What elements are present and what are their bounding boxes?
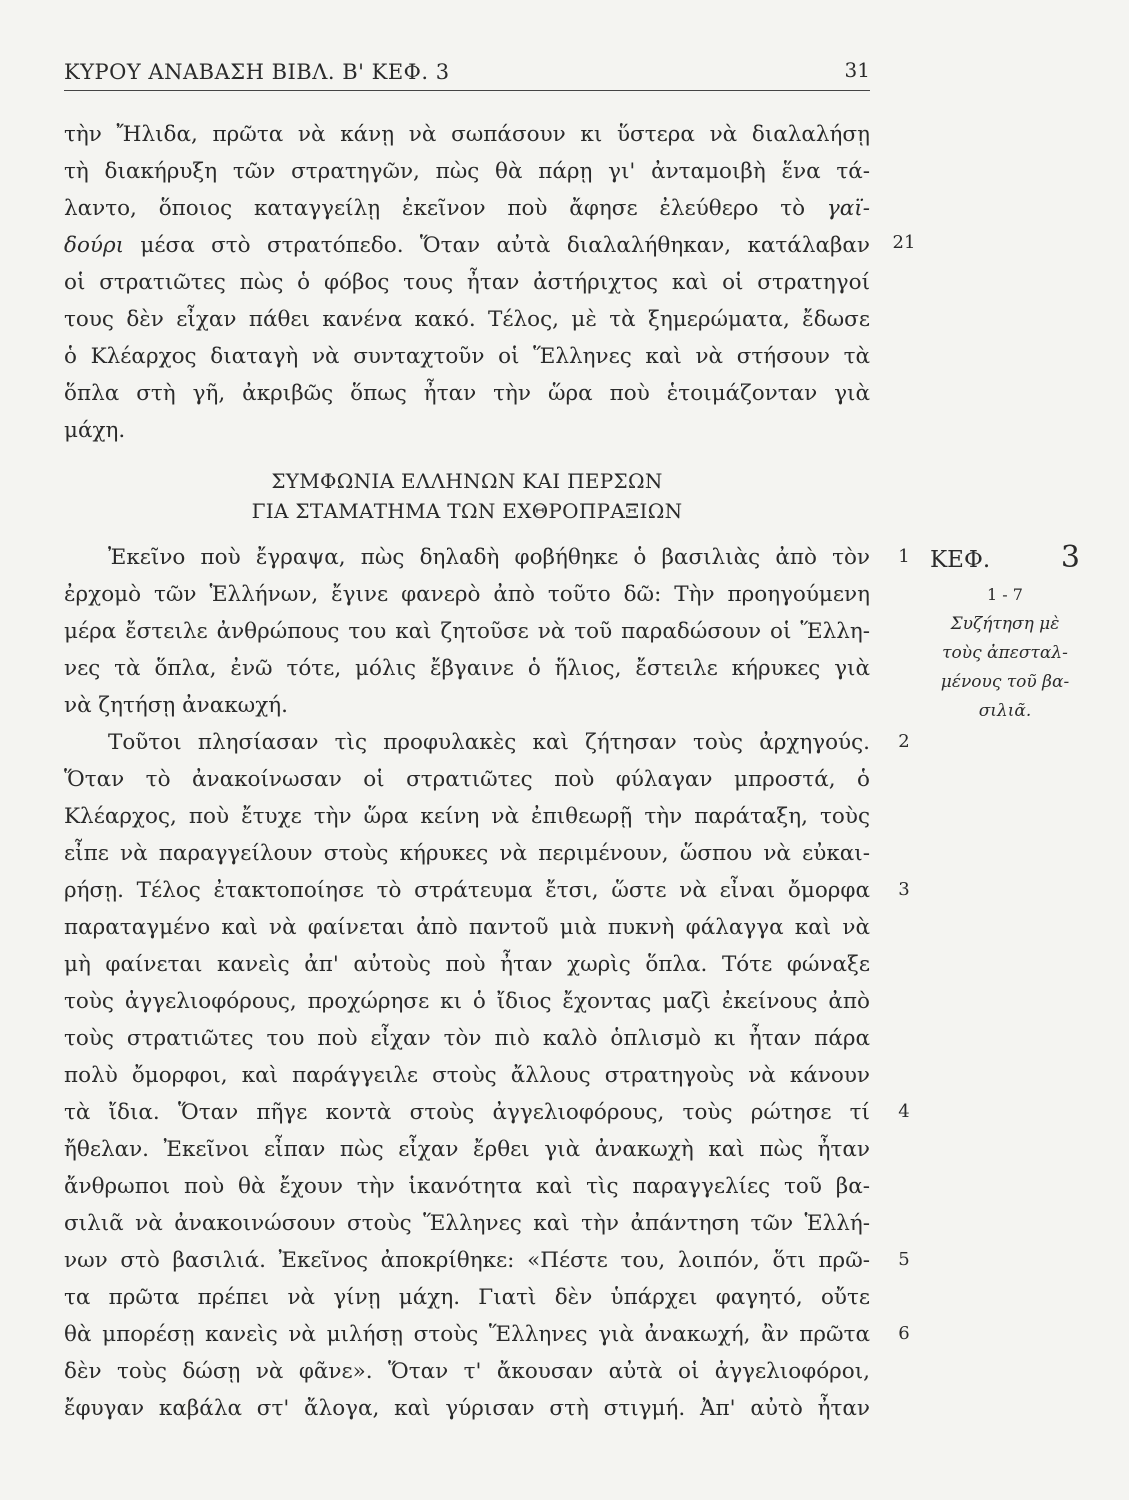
text-line: ὁ Κλέαρχος διαταγὴ νὰ συνταχτοῦν οἱ Ἕλληνες καὶ νὰ στήσουν τὰ xyxy=(64,344,870,369)
text-line: σιλιᾶ νὰ ἀνακοινώσουν στοὺς Ἕλληνες καὶ τὴν ἀπάντηση τῶν Ἑλλή- xyxy=(64,1211,870,1236)
page-header xyxy=(64,52,870,92)
chapter-summary xyxy=(930,610,1080,726)
text-line: Κλέαρχος, ποὺ ἔτυχε τὴν ὥρα κείνη νὰ ἐπιθεωρῇ τὴν παράταξη, τοὺς xyxy=(64,804,870,829)
text-line: οἱ στρατιῶτες πὼς ὁ φόβος τους ἦταν ἀστήριχτος καὶ οἱ στρατηγοί xyxy=(64,270,870,295)
text-line: Τοῦτοι πλησίασαν τὶς προφυλακὲς καὶ ζήτησαν τοὺς ἀρχηγούς. xyxy=(108,730,870,755)
text-line: τὴ διακήρυξη τῶν στρατηγῶν, πὼς θὰ πάρῃ γι' ἀνταμοιβὴ ἕνα τά- xyxy=(64,159,870,184)
text-line: νες τὰ ὅπλα, ἐνῶ τότε, μόλις ἔβγαινε ὁ ἥλιος, ἔστειλε κήρυκες γιὰ xyxy=(64,656,870,681)
text-line: ρήσῃ. Τέλος ἐτακτοποίησε τὸ στράτευμα ἔτσι, ὥστε νὰ εἶναι ὄμορφα xyxy=(64,878,870,903)
margin-section-number: 21 xyxy=(892,232,916,253)
text-line: ἐρχομὸ τῶν Ἑλλήνων, ἔγινε φανερὸ ἀπὸ τοῦτο δῶ: Τὴν προηγούμενη xyxy=(64,582,870,607)
summary-line: Συζήτηση μὲ xyxy=(950,614,1060,634)
text-line xyxy=(64,190,870,227)
text-line: μέρα ἔστειλε ἀνθρώπους του καὶ ζητοῦσε νὰ τοῦ παραδώσουν οἱ Ἕλλη- xyxy=(64,619,870,644)
chapter-number: 3 xyxy=(1060,540,1080,575)
margin-section-number: 2 xyxy=(898,731,910,752)
text-line: τὴν Ἤλιδα, πρῶτα νὰ κάνῃ νὰ σωπάσουν κι ὕστερα νὰ διαλαλήσῃ xyxy=(64,122,870,147)
section-heading xyxy=(64,466,870,526)
text-line: τοὺς στρατιῶτες του ποὺ εἶχαν τὸν πιὸ καλὸ ὁπλισμὸ κι ἦταν πάρα xyxy=(64,1026,870,1051)
text-line: νων στὸ βασιλιά. Ἐκεῖνος ἀποκρίθηκε: «Πέστε του, λοιπόν, ὅτι πρῶ- xyxy=(64,1248,870,1273)
text-line: θὰ μπορέσῃ κανεὶς νὰ μιλήσῃ στοὺς Ἕλληνες γιὰ ἀνακωχή, ἂν πρῶτα xyxy=(64,1322,870,1347)
text-line: ὅπλα στὴ γῆ, ἀκριβῶς ὅπως ἦταν τὴν ὥρα ποὺ ἑτοιμάζονταν γιὰ xyxy=(64,381,870,406)
text-line: ἤθελαν. Ἐκεῖνοι εἶπαν πὼς εἶχαν ἔρθει γιὰ ἀνακωχὴ καὶ πὼς ἦταν xyxy=(64,1137,870,1162)
section-heading-line: ΣΥΜΦΩΝΙΑ ΕΛΛΗΝΩΝ ΚΑΙ ΠΕΡΣΩΝ xyxy=(271,469,663,493)
text-line: μὴ φαίνεται κανεὶς ἀπ' αὐτοὺς ποὺ ἦταν χωρὶς ὅπλα. Τότε φώναξε xyxy=(64,952,870,977)
summary-line: τοὺς ἀπεσταλ- xyxy=(942,643,1068,663)
text-line: ἔφυγαν καβάλα στ' ἄλογα, καὶ γύρισαν στὴ στιγμή. Ἀπ' αὐτὸ ἦταν xyxy=(64,1396,870,1421)
text-line: πολὺ ὄμορφοι, καὶ παράγγειλε στοὺς ἄλλους στρατηγοὺς νὰ κάνουν xyxy=(64,1063,870,1088)
chapter-label: ΚΕΦ. xyxy=(930,547,991,573)
text-line: μάχη. xyxy=(64,418,126,443)
text-span: μέσα στὸ στρατόπεδο. Ὅταν αὐτὰ διαλαλήθηκαν, κατάλαβαν xyxy=(140,233,870,258)
text-line: τοὺς ἀγγελιοφόρους, προχώρησε κι ὁ ἴδιος ἔχοντας μαζὶ ἐκείνους ἀπὸ xyxy=(64,989,870,1014)
paragraph-top xyxy=(64,116,870,449)
section-heading-line: ΓΙΑ ΣΤΑΜΑΤΗΜΑ ΤΩΝ ΕΧΘΡΟΠΡΑΞΙΩΝ xyxy=(251,499,683,523)
chapter-range: 1 - 7 xyxy=(987,585,1023,604)
text-line: τα πρῶτα πρέπει νὰ γίνῃ μάχη. Γιατὶ δὲν ὑπάρχει φαγητό, οὔτε xyxy=(64,1285,870,1310)
margin-section-number: 4 xyxy=(898,1101,910,1122)
text-line: ἄνθρωποι ποὺ θὰ ἔχουν τὴν ἱκανότητα καὶ τὶς παραγγελίες τοῦ βα- xyxy=(64,1174,870,1199)
text-line: δὲν τοὺς δώσῃ νὰ φᾶνε». Ὅταν τ' ἄκουσαν αὐτὰ οἱ ἀγγελιοφόροι, xyxy=(64,1359,870,1384)
chapter-side-note xyxy=(930,540,1080,726)
running-title: ΚΥΡΟΥ ΑΝΑΒΑΣΗ ΒΙΒΛ. Β' ΚΕΦ. 3 xyxy=(64,60,450,84)
text-line: Ὅταν τὸ ἀνακοίνωσαν οἱ στρατιῶτες ποὺ φύλαγαν μπροστά, ὁ xyxy=(64,767,870,792)
summary-line: σιλιᾶ. xyxy=(978,701,1032,721)
text-line: νὰ ζητήσῃ ἀνακωχή. xyxy=(64,693,288,718)
page-number: 31 xyxy=(844,58,870,82)
margin-section-number: 1 xyxy=(898,546,910,567)
italic-word: γαϊ- xyxy=(826,196,870,221)
text-line xyxy=(64,227,870,264)
text-line: Ἐκεῖνο ποὺ ἔγραψα, πὼς δηλαδὴ φοβήθηκε ὁ βασιλιὰς ἀπὸ τὸν xyxy=(108,545,870,570)
text-span: λαντο, ὅποιος καταγγείλῃ ἐκεῖνον ποὺ ἄφησε ἐλεύθερο τὸ xyxy=(64,196,806,221)
text-line: τὰ ἴδια. Ὅταν πῆγε κοντὰ στοὺς ἀγγελιοφόρους, τοὺς ρώτησε τί xyxy=(64,1100,870,1125)
margin-section-number: 5 xyxy=(898,1249,910,1270)
text-line: εἶπε νὰ παραγγείλουν στοὺς κήρυκες νὰ περιμένουν, ὥσπου νὰ εὐκαι- xyxy=(64,841,870,866)
margin-section-number: 6 xyxy=(898,1323,910,1344)
italic-word: δούρι xyxy=(64,233,125,258)
header-rule xyxy=(64,90,870,91)
margin-section-number: 3 xyxy=(898,879,910,900)
paragraph-main xyxy=(64,539,870,1427)
text-line: τους δὲν εἶχαν πάθει κανένα κακό. Τέλος, μὲ τὰ ξημερώματα, ἔδωσε xyxy=(64,307,870,332)
summary-line: μένους τοῦ βα- xyxy=(940,672,1070,692)
chapter-title xyxy=(930,540,1080,575)
text-line: παραταγμένο καὶ νὰ φαίνεται ἀπὸ παντοῦ μιὰ πυκνὴ φάλαγγα καὶ νὰ xyxy=(64,915,870,940)
